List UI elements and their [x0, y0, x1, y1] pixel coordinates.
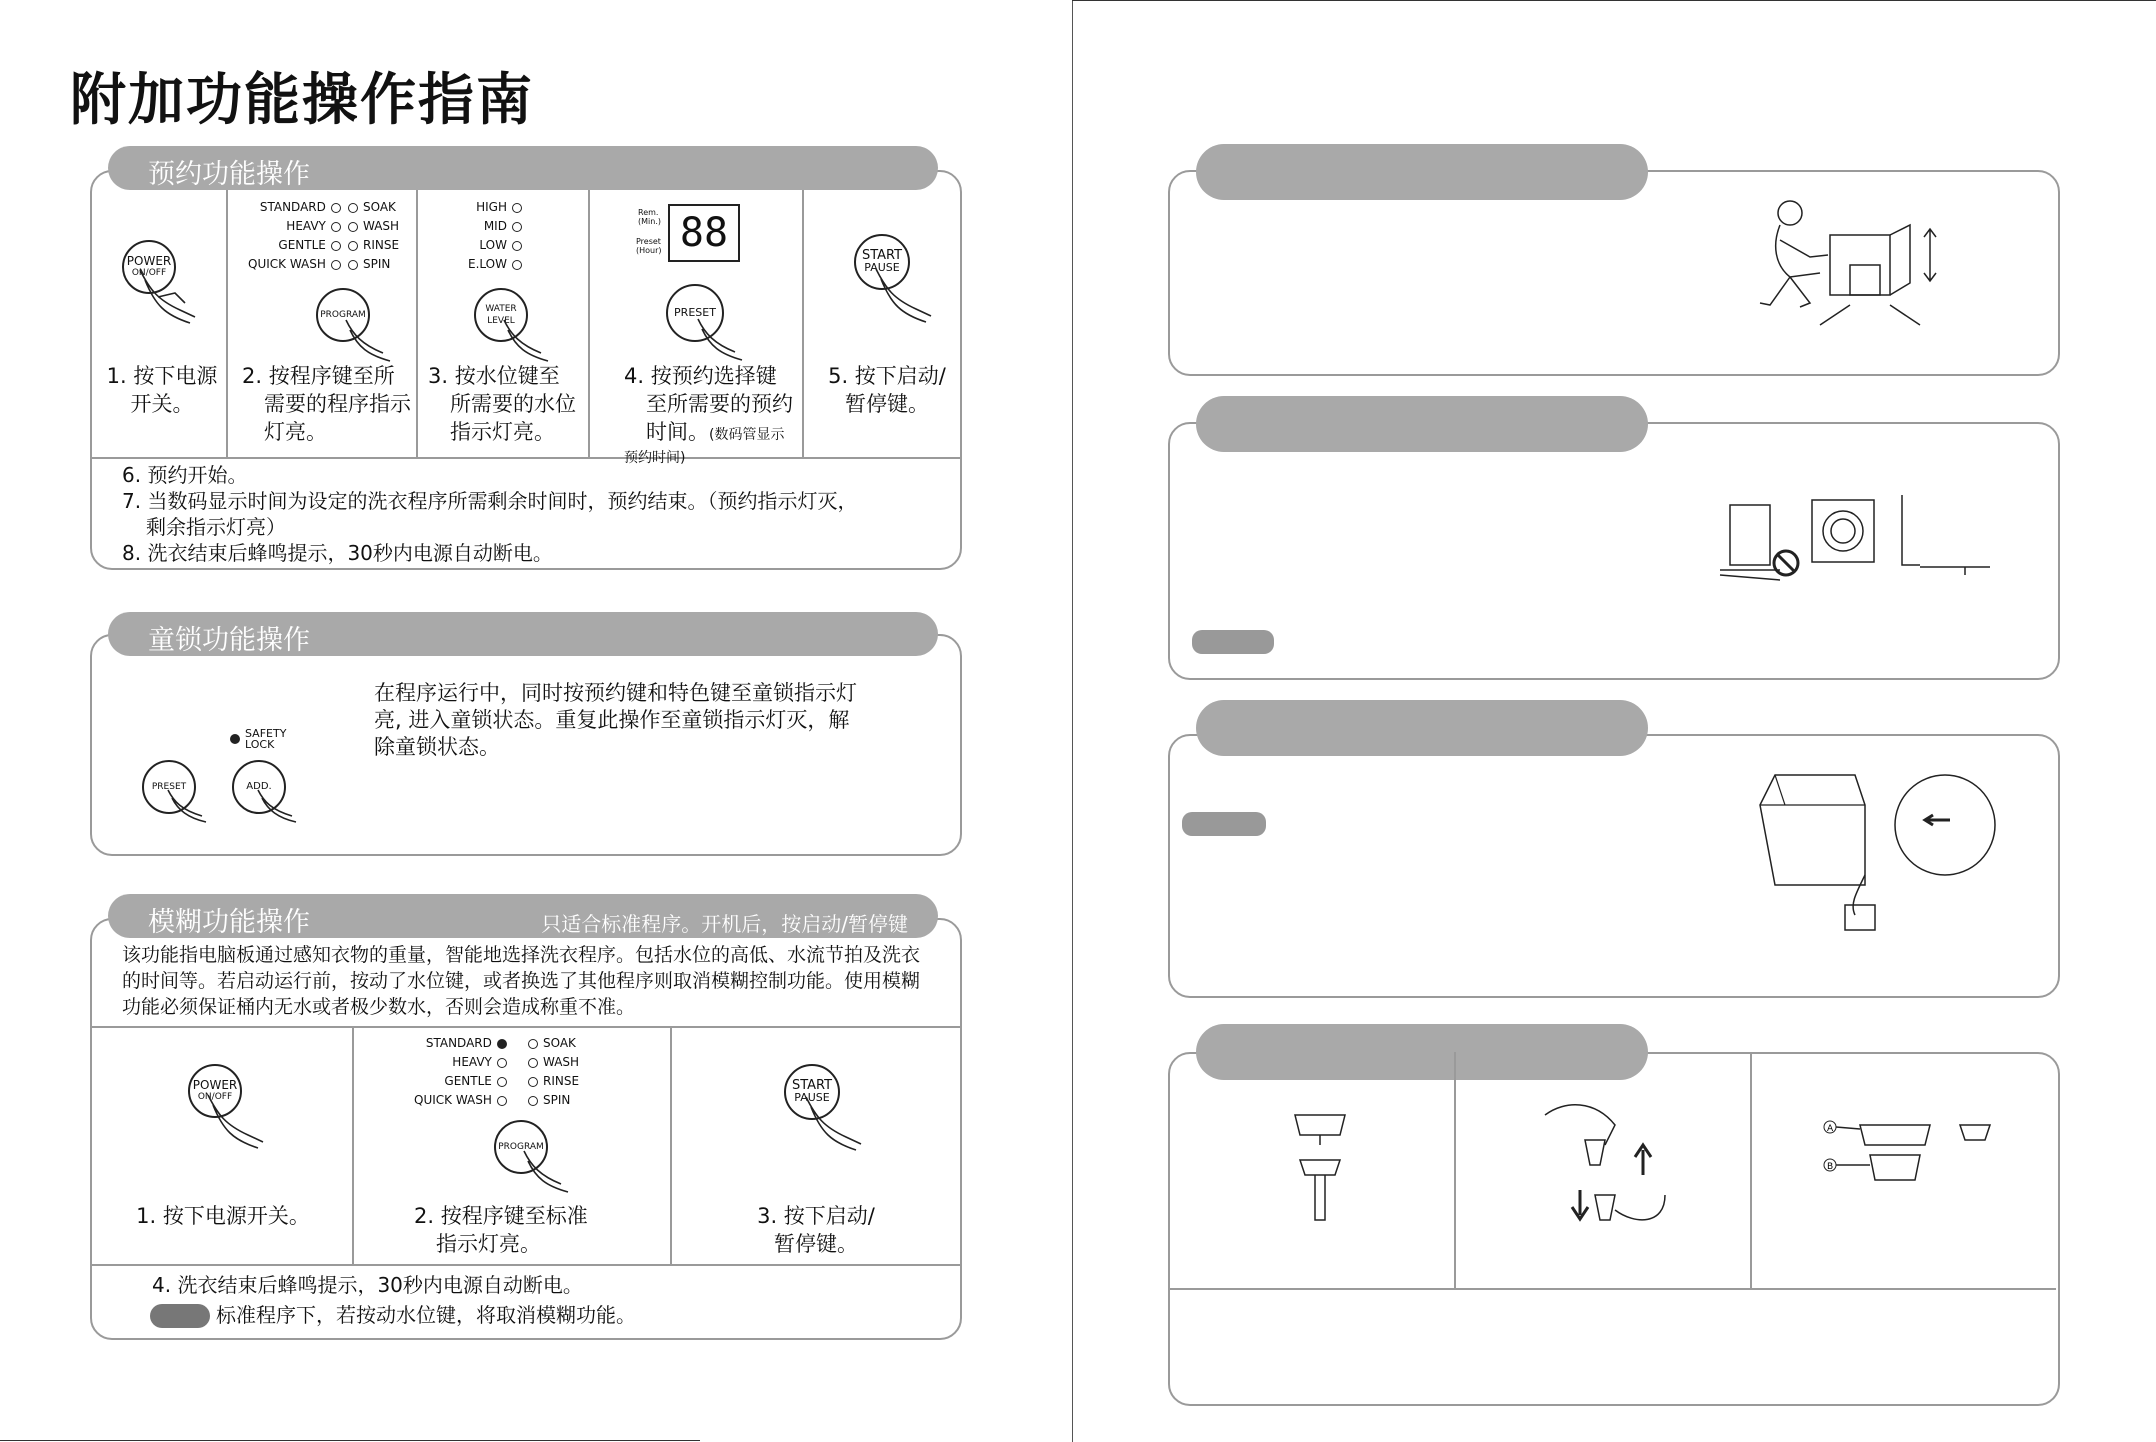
pressing-hand-icon — [130, 265, 200, 325]
reservation-step-3 — [418, 190, 590, 457]
program-led-list: STANDARD HEAVY GENTLE QUICK WASH — [414, 1034, 507, 1110]
fuzzy-step-2 — [354, 1028, 672, 1264]
phase-led-list: SOAK WASH RINSE SPIN — [528, 1034, 579, 1110]
pressing-hand-icon — [796, 1092, 866, 1152]
step-text: 5. 按下启动/ 暂停键。 — [828, 364, 946, 416]
rem-label: Rem. (Min.) — [638, 208, 661, 226]
page-divider — [1072, 0, 1073, 1442]
fuzzy-intro: 该功能指电脑板通过感知衣物的重量，智能地选择洗衣程序。包括水位的高低、水流节拍及洗衣 的时间等。若启动运行前，按动了水位键，或者换选了其他程序则取消模糊控制功能。使用模糊 功能必须保证桶内无水或者极少数水，否则会造成称重不准。 — [122, 944, 921, 1018]
reservation-step-2 — [228, 190, 418, 457]
digit-display: 88 — [668, 204, 740, 262]
step-text: 1. 按下电源 开关。 — [106, 364, 218, 416]
fuzzy-footer: 4. 洗衣结束后蜂鸣提示，30秒内电源自动断电。 — [152, 1273, 583, 1297]
step-text: 3. 按水位键至 所需要的水位 指示灯亮。 — [428, 364, 576, 444]
right-panel-4-title-bar — [1196, 1024, 1648, 1080]
step-text: 2. 按程序键至标准 指示灯亮。 — [414, 1204, 588, 1256]
page-title: 附加功能操作指南 — [70, 68, 534, 133]
fuzzy-step-1 — [92, 1028, 354, 1264]
preset-button-icon: PRESET — [142, 760, 196, 814]
pressing-hand-icon — [516, 1146, 576, 1196]
person-moving-washer-illustration — [1750, 195, 1950, 345]
section-title: 模糊功能操作 — [148, 907, 310, 938]
pressing-hand-icon — [866, 264, 936, 324]
water-level-led-list: HIGH MID LOW E.LOW — [468, 198, 522, 274]
right-panel-3-title-bar — [1196, 700, 1648, 756]
filter-removal-illustration — [1535, 1095, 1685, 1235]
reservation-step-4 — [590, 190, 804, 466]
fuzzy-title-bar — [108, 894, 938, 938]
fuzzy-step-3 — [672, 1028, 960, 1264]
pressing-hand-icon — [338, 315, 398, 365]
child-lock-description: 在程序运行中，同时按预约键和特色键至童锁指示灯 亮, 进入童锁状态。重复此操作至童锁指示灯灭，解 除童锁状态。 — [374, 681, 857, 759]
power-button-icon: POWER ON/OFF — [122, 240, 176, 294]
power-button-icon: POWER ON/OFF — [188, 1064, 242, 1118]
water-level-button-icon: WATER LEVEL — [474, 288, 528, 342]
step-text: 1. 按下电源开关。 — [136, 1204, 310, 1228]
svg-text:B: B — [1827, 1162, 1834, 1172]
panel-divider-horizontal — [1168, 1288, 2056, 1290]
add-button-icon: ADD. — [232, 760, 286, 814]
preset-label: Preset (Hour) — [636, 237, 662, 255]
right-panel-1-title-bar — [1196, 144, 1648, 200]
filter-parts-illustration — [1280, 1105, 1370, 1225]
preset-button-icon: PRESET — [666, 284, 724, 342]
step-text: 2. 按程序键至所 需要的程序指示 灯亮。 — [242, 364, 411, 444]
reservation-steps — [92, 190, 960, 466]
pressing-hand-icon — [162, 786, 212, 826]
level-adjustment-illustration — [1720, 495, 2020, 605]
step-text: 3. 按下启动/ 暂停键。 — [757, 1204, 875, 1256]
panel-divider — [1454, 1052, 1456, 1288]
child-lock-section — [90, 634, 962, 856]
pressing-hand-icon — [496, 315, 556, 365]
pressing-hand-icon — [198, 1090, 268, 1150]
filter-assembly-illustration — [1820, 1105, 2020, 1225]
fuzzy-steps — [92, 1028, 960, 1266]
reservation-notes: 6. 预约开始。 7. 当数码显示时间为设定的洗衣程序所需剩余时间时，预约结束。（预约指示灯灭， 剩余指示灯亮） 8. 洗衣结束后蜂鸣提示，30秒内电源自动断电。 — [122, 463, 858, 565]
note-tag — [1182, 812, 1266, 836]
panel-divider — [1750, 1052, 1752, 1288]
reservation-step-5 — [804, 190, 960, 457]
safety-lock-indicator: SAFETY LOCK — [230, 728, 286, 750]
bottom-line — [0, 1440, 700, 1441]
child-lock-title-bar — [108, 612, 938, 656]
section-title: 童锁功能操作 — [148, 625, 310, 656]
note-tag — [150, 1304, 210, 1328]
fuzzy-footer-note: 标准程序下，若按动水位键，将取消模糊功能。 — [216, 1303, 636, 1327]
start-pause-button-icon: START PAUSE — [854, 234, 910, 290]
drain-hose-illustration — [1755, 765, 2015, 935]
fuzzy-section — [90, 918, 962, 1340]
program-button-icon: PROGRAM — [494, 1120, 548, 1174]
program-led-list: STANDARD HEAVY GENTLE QUICK WASH — [248, 198, 341, 274]
section-title: 预约功能操作 — [148, 159, 310, 190]
start-pause-button-icon: START PAUSE — [784, 1064, 840, 1120]
phase-led-list: SOAK WASH RINSE SPIN — [348, 198, 399, 274]
step-text: 4. 按预约选择键 至所需要的预约 时间。(数码管显示 预约时间) — [624, 364, 793, 466]
svg-text:A: A — [1827, 1124, 1834, 1134]
top-border — [1072, 0, 2156, 1]
reservation-step-1 — [92, 190, 228, 457]
reservation-section — [90, 170, 962, 570]
note-tag — [1192, 630, 1274, 654]
program-button-icon: PROGRAM — [316, 288, 370, 342]
reservation-title-bar — [108, 146, 938, 190]
section-note: 只适合标准程序。开机后，按启动/暂停键 — [541, 912, 908, 936]
pressing-hand-icon — [690, 314, 750, 364]
right-panel-2-title-bar — [1196, 396, 1648, 452]
pressing-hand-icon — [252, 786, 302, 826]
